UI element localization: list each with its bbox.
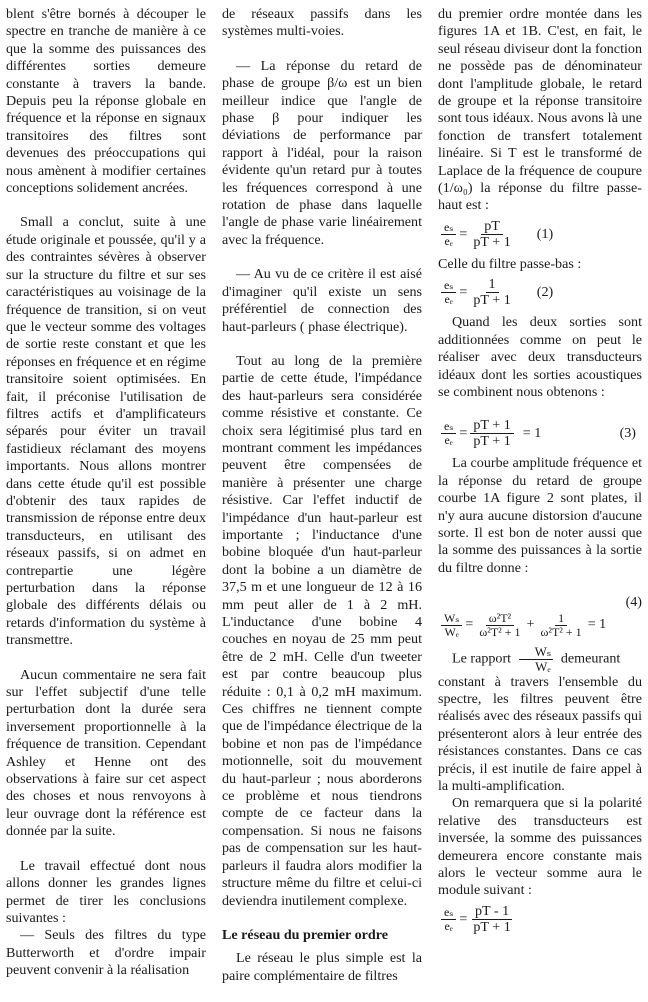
paragraph: Aucun commentaire ne sera fait sur l'effet subjectif d'une telle perturbation dont la durée sera inversement proportionnelle à la fréquence de transition. Cependant Ashley et Henne ont des observations à faire sur cet aspect des choses et nous renvoyons à leur ouvrage dont la référence est donnée par la suite. bbox=[6, 666, 206, 840]
equation-number: (2) bbox=[536, 284, 554, 301]
equation-number: (1) bbox=[536, 225, 554, 242]
paragraph: constant à travers l'ensemble du spectre, les filtres peuvent être réalisés avec des réseaux passifs qui présenteront alors à leur entrée des résistances constantes. Dans ce cas précis, il est inutile de faire appel à la multi-amplification. bbox=[438, 673, 642, 794]
equation-term: $\frac{1}{\text{ω²T² + 1}}$ bbox=[540, 610, 582, 639]
paragraph: La courbe amplitude fréquence et la réponse du retard de groupe courbe 1A figure 2 sont plates, il n'y aura aucune distorsion d'aucune sorte. Il est bon de noter aussi que la somme des puissances à la sortie du filtre donne : bbox=[438, 455, 642, 576]
section-heading: Le réseau du premier ordre bbox=[222, 926, 388, 943]
equation-4: $\frac{\text{Wₛ}}{\text{Wₑ}}$ = $\frac{\text{ω²T²}}{\text{ω²T² + 1}}$ + $\frac{1}{\text{ω²T² + 1}}$ = 1 bbox=[438, 612, 642, 639]
paragraph: Le travail effectué dont nous allons donner les grandes lignes permet de tirer les conclusions suivantes : bbox=[6, 857, 206, 926]
equation-rhs: $\frac{1}{pT + 1}$ bbox=[473, 276, 511, 309]
equation-rhs: $\frac{pT + 1}{pT + 1}$ bbox=[470, 418, 513, 449]
paragraph: blent s'être bornés à découper le spectre en tranche de manière à ce que la somme des puissances des différentes sorties demeure constante à travers la bande. Depuis peu la réponse globale en fréquence et la réponse en signaux transitoires des filtres sont devenues des préoccupations qui nous amènent à modifier certaines conceptions solidement ancrées. bbox=[6, 6, 206, 197]
column-1 bbox=[6, 6, 206, 997]
equation-rhs: $\frac{pT - 1}{pT + 1}$ bbox=[473, 902, 511, 935]
equation-number: (4) bbox=[625, 594, 642, 611]
equation-term: $\frac{\text{ω²T²}}{\text{ω²T² + 1}}$ bbox=[479, 610, 521, 639]
equation-1: $\frac{\text{eₛ}}{\text{eₑ}}$ = $\frac{pT}{pT + 1}$ (1) bbox=[438, 219, 642, 250]
paragraph: Celle du filtre passe-bas : bbox=[438, 255, 582, 272]
paragraph: — La réponse du retard de phase de groupe β/ω est un bien meilleur indice que l'angle de phase β pour indiquer les déviations de performance par rapport à l'idéal, pour la raison évidente qu'un retard pur à toutes les fréquences correspond à une rotation de phase dans laquelle l'angle de phase varie linéairement avec la fréquence. bbox=[222, 57, 422, 248]
paragraph: — Au vu de ce critère il est aisé d'imaginer qu'il existe un sens préférentiel de connection des haut-parleurs ( phase électrique). bbox=[222, 266, 422, 335]
column-3 bbox=[438, 6, 642, 941]
paragraph: — Seuls des filtres du type Butterworth et d'ordre impair peuvent convenir à la réalisation bbox=[6, 927, 206, 979]
column-2 bbox=[222, 6, 422, 1002]
equation-5: $\frac{\text{eₛ}}{\text{eₑ}}$ = $\frac{pT - 1}{pT + 1}$ bbox=[438, 904, 642, 935]
equation-lhs: $\frac{\text{eₛ}}{\text{eₑ}}$ bbox=[441, 906, 456, 933]
equation-lhs: $\frac{\text{eₛ}}{\text{eₑ}}$ bbox=[441, 420, 456, 447]
paragraph: de réseaux passifs dans les systèmes multi-voies. bbox=[222, 6, 422, 40]
paragraph: Small a conclut, suite à une étude originale et poussée, qu'il y a des contraintes sévères à observer sur la structure du filtre et sur ses caractéristiques au voisinage de la fréquence de transition, si on veut que le vecteur somme des voltages de sortie reste constant et que les réponses en fréquence et en régime transitoire soient optimisées. En fait, il préconise l'utilisation de filtres actifs et d'amplificateurs séparés pour éviter un travail fastidieux réclamant des moyens importants. Nous allons montrer dans cette étude qu'il est possible d'obtenir des taux rapides de transmission de réponse entre deux transducteurs, en utilisant des réseaux passifs, si on admet en contrepartie une légère perturbation dans la réponse globale des différents délais ou retards d'information du système à transmettre. bbox=[6, 214, 206, 649]
inline-ratio: $\frac{\text{Wₛ}}{\text{Wₑ}}$ bbox=[519, 645, 554, 674]
equation-lhs: $\frac{\text{eₛ}}{\text{eₑ}}$ bbox=[441, 279, 456, 306]
paragraph: Quand les deux sorties sont additionnées comme on peut le réaliser avec deux transducteurs idéaux dont les sorties acoustiques se combinent nous obtenons : bbox=[438, 314, 642, 400]
paragraph: du premier ordre montée dans les figures 1A et 1B. C'est, en fait, le seul réseau diviseur dont la fonction ne possède pas de dénominateur dont l'amplitude globale, le retard de groupe et la réponse transitoire sont tous idéaux. Nous avons là une fonction de transfert totalement linéaire. Si T est le transformé de Laplace de la fréquence de coupure (1/ω₀) la réponse du filtre passe-haut est : bbox=[438, 6, 642, 214]
equation-3: $\frac{\text{eₛ}}{\text{eₑ}}$ = $\frac{pT + 1}{pT + 1}$ = 1 (3) bbox=[438, 418, 642, 449]
equation-rhs: $\frac{pT}{pT + 1}$ bbox=[473, 217, 511, 250]
equation-lhs: $\frac{\text{Wₛ}}{\text{Wₑ}}$ bbox=[441, 612, 462, 639]
paragraph: Le réseau le plus simple est la paire complémentaire de filtres bbox=[222, 950, 422, 984]
paragraph: On remarquera que si la polarité relative des transducteurs est inversée, la somme des puissances demeurera encore constante mais alors le vecteur somme aura le module suivant : bbox=[438, 795, 642, 899]
equation-lhs: $\frac{\text{eₛ}}{\text{eₑ}}$ bbox=[441, 221, 456, 248]
paragraph: Tout au long de la première partie de cette étude, l'impédance des haut-parleurs sera considérée comme résistive et constante. Ce choix sera légitimisé plus tard en montrant comment les impédances peuvent être compensées de manière à présenter une charge résistive. Car l'effet inductif de l'impédance d'un haut-parleur est importante ; l'inductance d'une bobine bloquée d'un haut-parleur dont la bobine a un diamètre de 37,5 m et une longueur de 12 à 16 mm peut aller de 1 à 2 mH. L'inductance d'une bobine 4 couches en noyau de 25 mm peut être de 2 mH. Celle d'un tweeter est par contre beaucoup plus réduite : 0,1 à 0,2 mH maximum. Ces chiffres ne tiennent compte que de l'impédance électrique de la bobine et non pas de l'impédance motionnelle, soit du mouvement du haut-parleur ; nous aborderons ce problème et nous tiendrons compte de ce facteur dans la compensation. Si nous ne faisons pas de compensation sur les haut-parleurs il faudra alors modifier la structure même du filtre et celui-ci deviendra inutilement complexe. bbox=[222, 352, 422, 909]
equation-number: (3) bbox=[619, 425, 636, 442]
equation-2: $\frac{\text{eₛ}}{\text{eₑ}}$ = $\frac{1}{pT + 1}$ (2) bbox=[438, 277, 642, 308]
paragraph: Le rapport $\frac{\text{Wₛ}}{\text{Wₑ}}$ demeurant bbox=[452, 643, 621, 674]
